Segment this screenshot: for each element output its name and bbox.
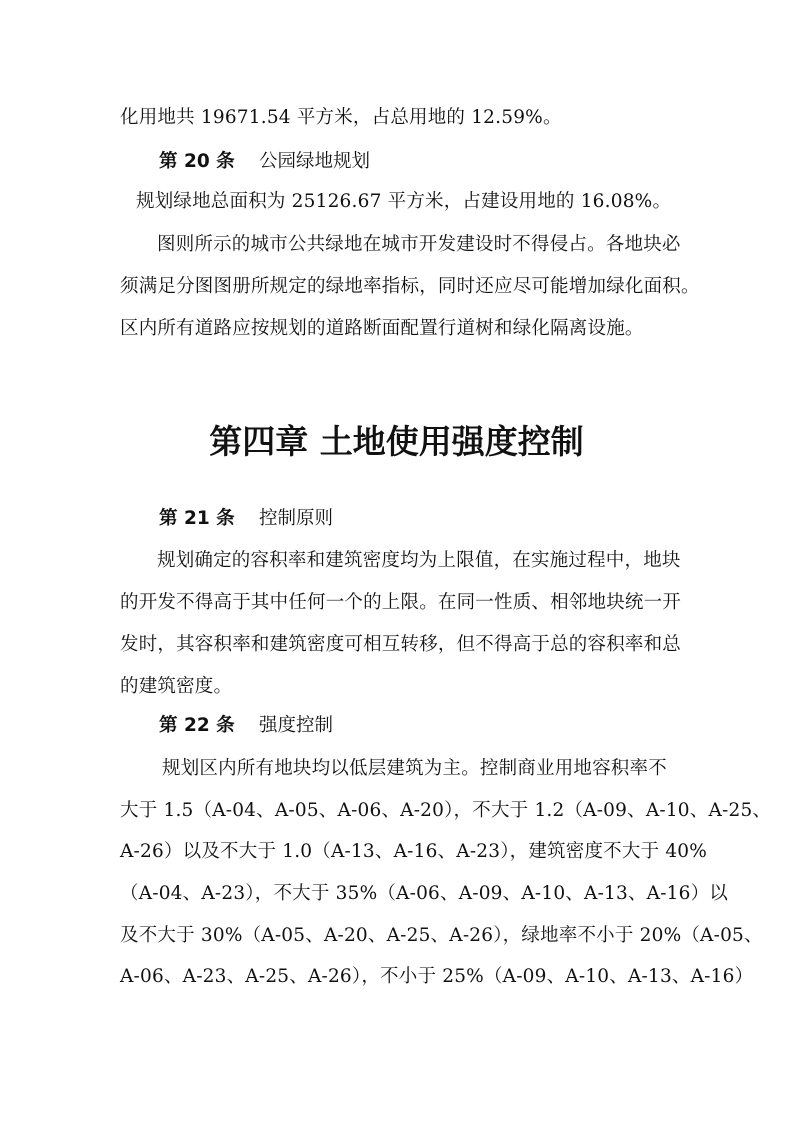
article-heading-20 [159, 150, 370, 174]
article-heading-22 [159, 714, 333, 738]
article-title: 公园绿地规划 [259, 151, 371, 172]
article-title: 强度控制 [259, 715, 334, 736]
paragraph-line: 区内所有道路应按规划的道路断面配置行道树和绿化隔离设施。 [120, 318, 644, 339]
paragraph-line: 大于 1.5（A-04、A-05、A-06、A-20），不大于 1.2（A-09、A-10、A-25、 [120, 800, 772, 821]
paragraph-line: 的开发不得高于其中任何一个的上限。在同一性质、相邻地块统一开 [120, 592, 682, 613]
article-heading-21 [159, 507, 333, 531]
paragraph-line: A-26）以及不大于 1.0（A-13、A-16、A-23），建筑密度不大于 40% [120, 841, 708, 862]
paragraph-line: A-06、A-23、A-25、A-26），不小于 25%（A-09、A-10、A-13、A-16） [120, 966, 754, 987]
paragraph-line: 发时，其容积率和建筑密度可相互转移，但不得高于总的容积率和总 [120, 634, 682, 655]
article-number: 第 21 条 [159, 508, 235, 529]
paragraph-line: 化用地共 19671.54 平方米，占总用地的 12.59%。 [120, 107, 562, 128]
article-number: 第 20 条 [159, 151, 235, 172]
paragraph-line: 规划绿地总面积为 25126.67 平方米，占建设用地的 16.08%。 [136, 191, 672, 212]
article-number: 第 22 条 [159, 715, 235, 736]
paragraph-line: 及不大于 30%（A-05、A-20、A-25、A-26），绿地率不小于 20%（A-05、 [120, 925, 763, 946]
paragraph-line: 规划确定的容积率和建筑密度均为上限值，在实施过程中，地块 [157, 550, 681, 571]
article-title: 控制原则 [259, 508, 334, 529]
paragraph-line: 的建筑密度。 [120, 676, 233, 697]
paragraph-line: 规划区内所有地块均以低层建筑为主。控制商业用地容积率不 [162, 758, 667, 779]
paragraph-line: 须满足分图图册所规定的绿地率指标，同时还应尽可能增加绿化面积。 [120, 276, 700, 297]
paragraph-line: （A-04、A-23），不大于 35%（A-06、A-09、A-10、A-13、A-16）以 [120, 883, 729, 904]
paragraph-line: 图则所示的城市公共绿地在城市开发建设时不得侵占。各地块必 [157, 234, 681, 255]
chapter-title: 第四章 土地使用强度控制 [209, 422, 584, 461]
